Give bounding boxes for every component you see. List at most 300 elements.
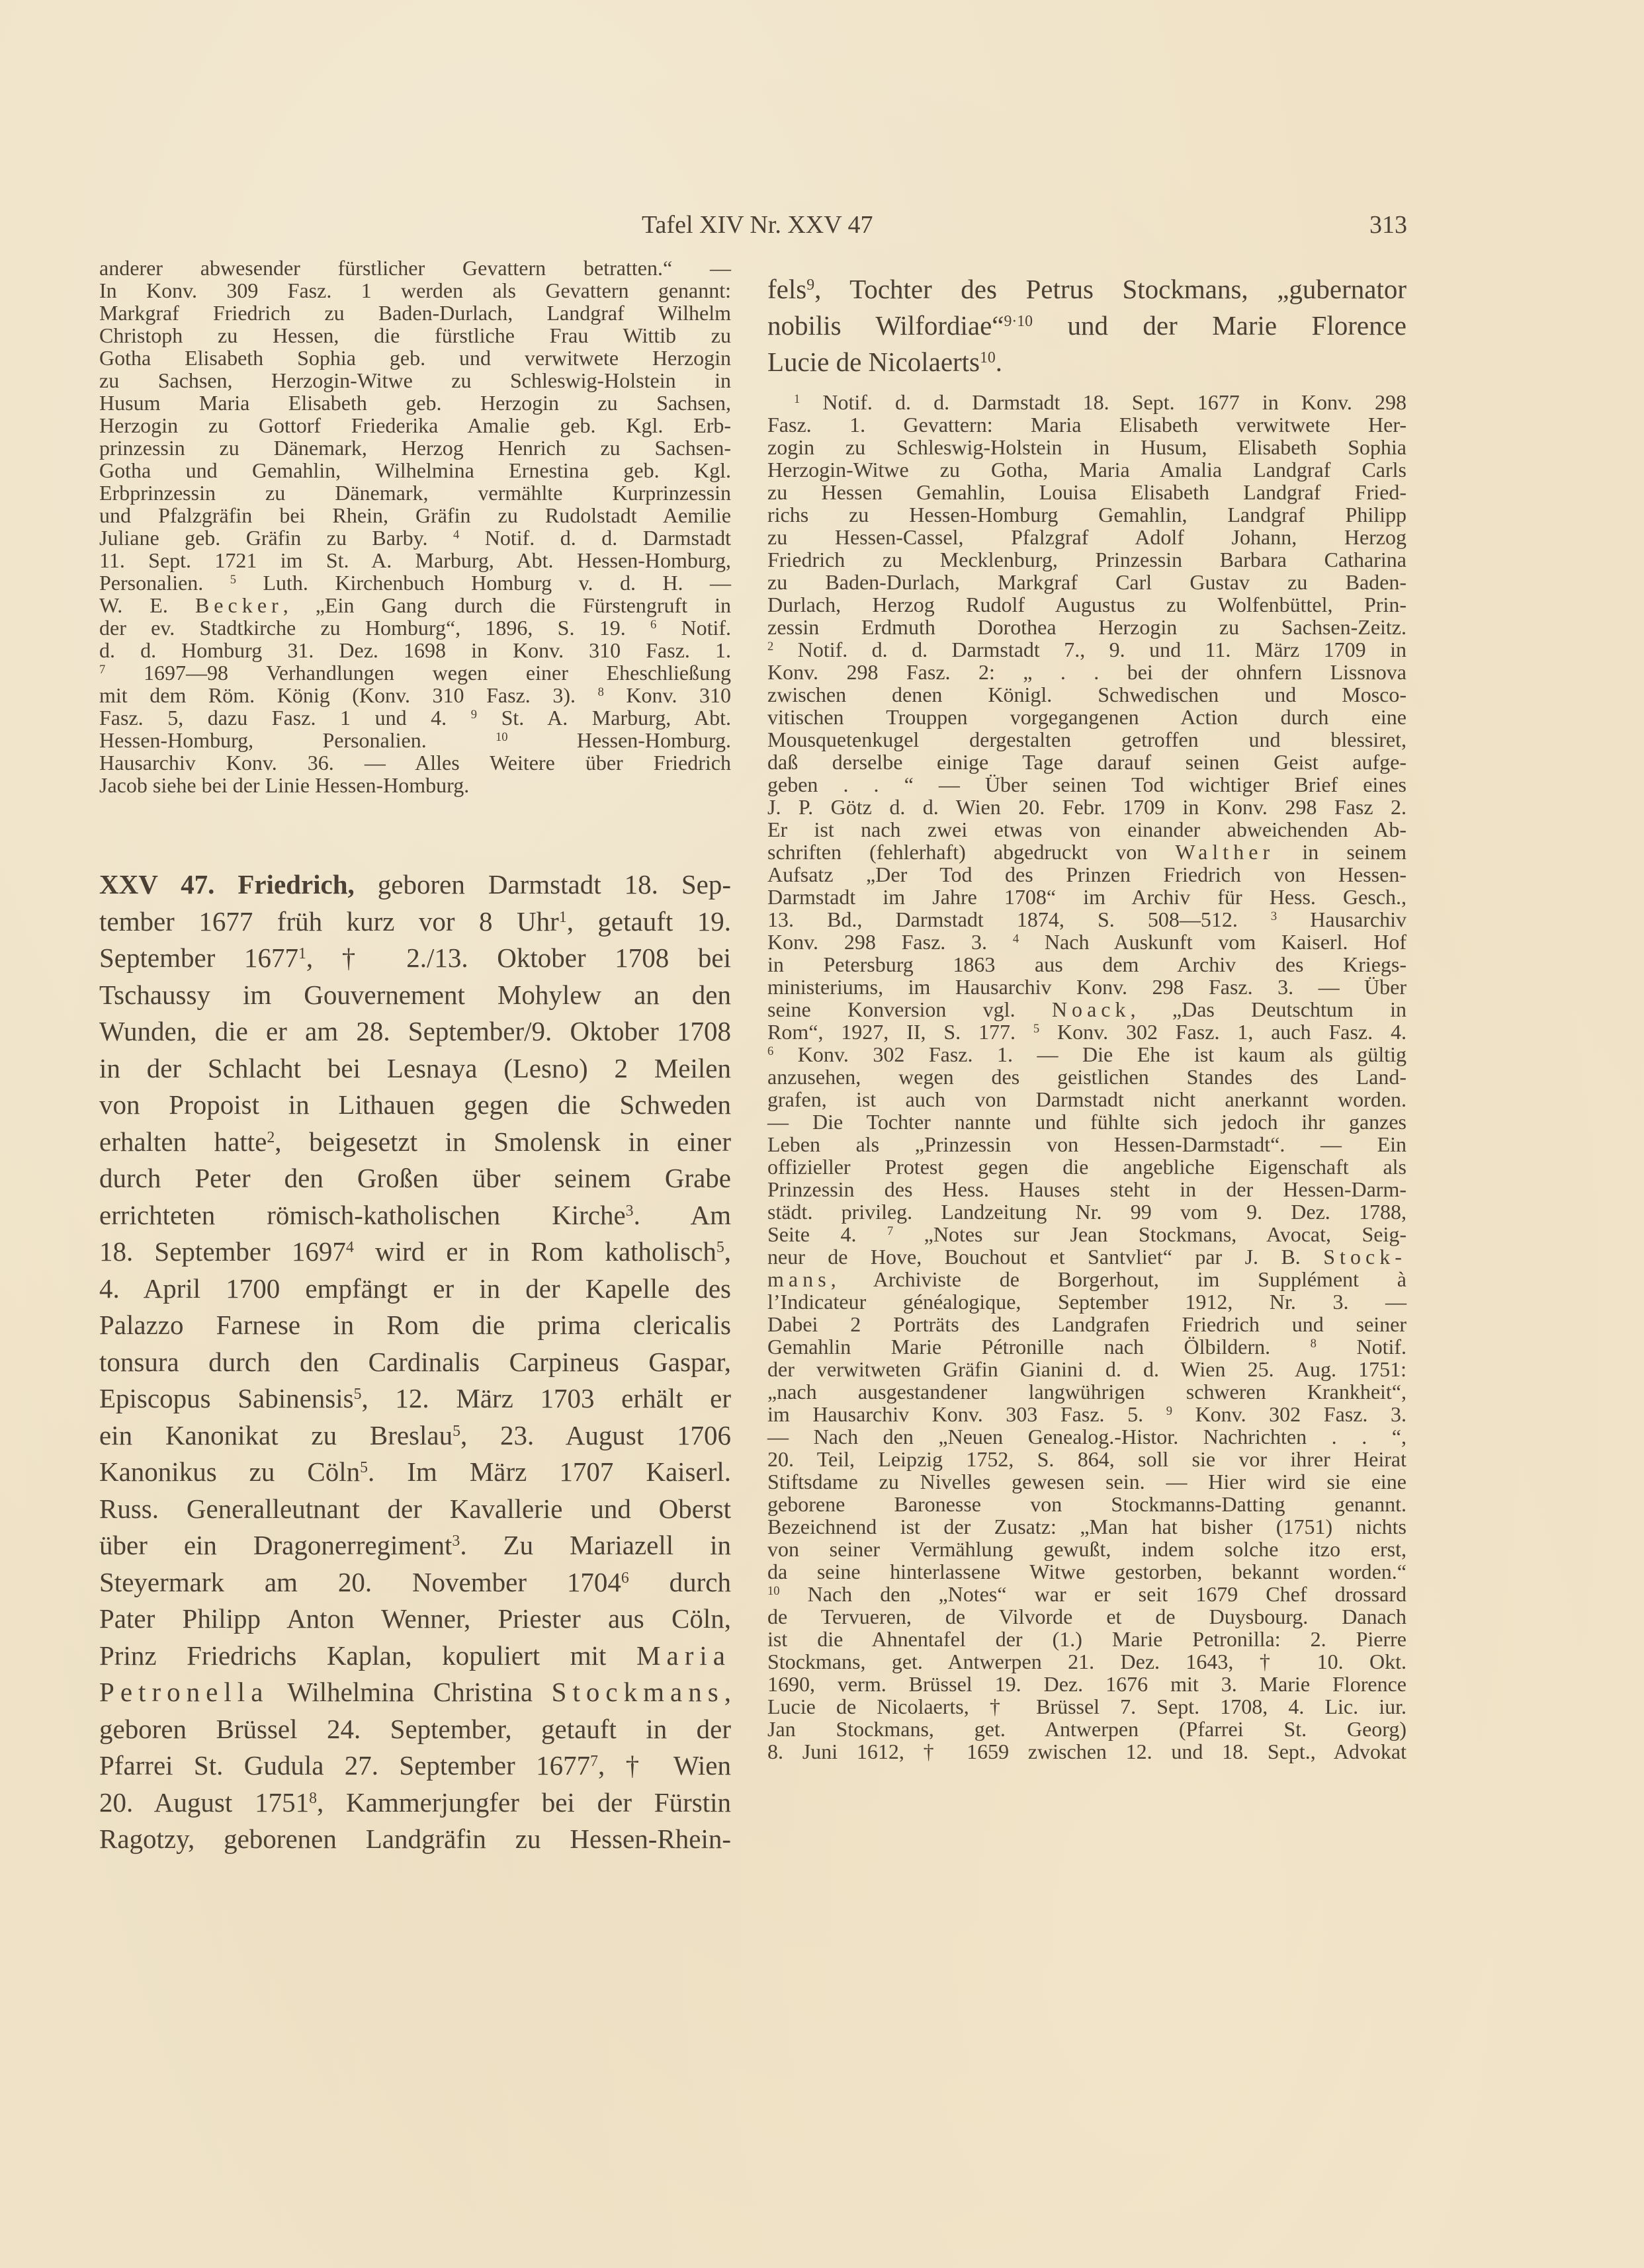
text: , Tochter des Petrus Stockmans, „gubernator <box>814 274 1406 304</box>
text-line <box>99 549 731 571</box>
text: Notif. d. d. Darmstadt 7., 9. und 11. März 1709 in <box>773 638 1406 661</box>
text-line <box>767 1380 1406 1403</box>
text-line <box>767 796 1406 818</box>
text: offizieller Protest gegen die angebliche Eigenschaft als <box>767 1155 1406 1179</box>
text-line <box>767 706 1406 728</box>
text: Rom“, 1927, II, S. 177. <box>767 1020 1033 1044</box>
footnote-marker: 6 <box>650 617 657 632</box>
text: , Kammerjungfer bei der Fürstin <box>316 1786 731 1818</box>
footnote-marker: 10 <box>496 730 508 744</box>
text-line <box>99 940 731 977</box>
footnote-marker: 5 <box>716 1238 724 1256</box>
text-line <box>99 1491 731 1528</box>
text: , „Ein Gang durch die Fürstengruft in <box>282 593 732 617</box>
text: Nach Auskunft vom Kaiserl. Hof <box>1019 930 1407 954</box>
spaced-name: Stock- <box>1323 1245 1406 1269</box>
text: Wilhelmina Christina <box>269 1677 552 1707</box>
text: anzusehen, wegen des geistlichen Standes des Land- <box>767 1065 1406 1089</box>
text: Luth. Kirchenbuch Homburg v. d. H. — <box>236 571 732 595</box>
text: mit dem Röm. König (Konv. 310 Fasz. 3). <box>99 683 598 707</box>
text: Hessen-Homburg. <box>507 728 731 752</box>
text-line <box>99 347 731 369</box>
text: 1697—98 Verhandlungen wegen einer Eheschließung <box>105 661 731 685</box>
footnote-marker: 5 <box>1033 1021 1040 1036</box>
footnote-marker: 9 <box>470 707 478 722</box>
text: , <box>724 1236 731 1267</box>
text: l’Indicateur généalogique, September 1912, Nr. 3. — <box>767 1290 1406 1314</box>
text: St. A. Marburg, Abt. <box>477 706 732 730</box>
text: anderer abwesender fürstlicher Gevattern betratten.“ — <box>99 256 731 280</box>
footnote-marker: 5 <box>353 1385 362 1403</box>
text: Lucie de Nicolaerts, † Brüssel 7. Sept. 1708, 4. Lic. iur. <box>767 1695 1406 1718</box>
text: Bezeichnend ist der Zusatz: „Man hat bisher (1751) nichts <box>767 1515 1406 1538</box>
text-line <box>99 661 731 684</box>
text: daß derselbe einige Tage darauf seinen Geist aufge- <box>767 750 1406 774</box>
text: Seite 4. <box>767 1222 887 1246</box>
text-line <box>99 594 731 616</box>
text: neur de Hove, Bouchout et Santvliet“ par J. B. <box>767 1245 1324 1269</box>
text: Hausarchiv <box>1277 907 1407 931</box>
text: Markgraf Friedrich zu Baden-Durlach, Landgraf Wilhelm <box>99 301 731 325</box>
text-line <box>767 1021 1406 1043</box>
text: Konv. 298 Fasz. 3. <box>767 930 1013 954</box>
text-line <box>767 1673 1406 1695</box>
text-line <box>767 1043 1406 1066</box>
text-line <box>767 271 1406 308</box>
spaced-name: Petronella <box>99 1677 269 1707</box>
text: Prinz Friedrichs Kaplan, kopuliert mit <box>99 1640 636 1671</box>
text: Fasz. 5, dazu Fasz. 1 und 4. <box>99 706 471 730</box>
text: Fasz. 1. Gevattern: Maria Elisabeth verwitwete Her- <box>767 413 1406 437</box>
entry-xxv-47-friedrich <box>99 866 731 1858</box>
footnote-marker: 7 <box>887 1224 894 1238</box>
text-line <box>767 1133 1406 1155</box>
text: durch <box>628 1566 731 1597</box>
text: wird er in Rom katholisch <box>353 1236 716 1267</box>
text: ministeriums, im Hausarchiv Konv. 298 Fasz. 3. — Über <box>767 975 1406 999</box>
text: Jan Stockmans, get. Antwerpen (Pfarrei St. Georg) <box>767 1717 1406 1741</box>
text-line <box>767 616 1406 638</box>
text: . Am <box>633 1199 731 1230</box>
text-line <box>99 1380 731 1417</box>
footnote-marker: 1 <box>298 945 306 962</box>
text-line <box>767 548 1406 571</box>
text: durch Peter den Großen über seinem Grabe <box>99 1163 731 1193</box>
text-line <box>767 1403 1406 1425</box>
text: zwischen denen Königl. Schwedischen und Mosco- <box>767 683 1406 706</box>
text: September 1677 <box>99 943 298 973</box>
text-line <box>99 1564 731 1601</box>
text: Ragotzy, geborenen Landgräfin zu Hessen-Rhein- <box>99 1824 731 1854</box>
text-line <box>99 1050 731 1087</box>
running-head: Tafel XIV Nr. XXV 47 <box>642 211 873 239</box>
text: Stiftsdame zu Nivelles gewesen sein. — Hier wird sie eine <box>767 1470 1406 1493</box>
footnote-marker: 8 <box>1310 1336 1317 1351</box>
footnote-marker: 7 <box>590 1752 598 1770</box>
spaced-name: Noack <box>1051 997 1131 1021</box>
text: Herzogin zu Gottorf Friederika Amalie geb. Kgl. Erb- <box>99 413 731 437</box>
text: In Konv. 309 Fasz. 1 werden als Gevattern genannt: <box>99 278 731 302</box>
text-line <box>767 571 1406 593</box>
text-line <box>99 1785 731 1822</box>
text-line <box>99 616 731 639</box>
text: Palazzo Farnese in Rom die prima clericalis <box>99 1310 731 1340</box>
text: d. d. Homburg 31. Dez. 1698 in Konv. 310 Fasz. 1. <box>99 638 731 662</box>
text: , Archiviste de Borgerhout, im Supplément à <box>830 1267 1406 1291</box>
text-line <box>99 1344 731 1381</box>
text-line <box>99 1821 731 1858</box>
footnote-marker: 1 <box>794 392 800 406</box>
text-line <box>767 1335 1406 1358</box>
text-line <box>767 1313 1406 1335</box>
text-line <box>767 1740 1406 1763</box>
text-line <box>99 774 731 796</box>
text-line <box>99 1271 731 1308</box>
text: , <box>724 1677 731 1707</box>
text-line <box>767 751 1406 773</box>
text-line <box>767 863 1406 886</box>
text: ein Kanonikat zu Breslau <box>99 1419 453 1450</box>
text-line <box>767 1583 1406 1605</box>
footnote-marker: 6 <box>621 1569 629 1587</box>
text-line <box>99 324 731 347</box>
text: Personalien. <box>99 571 230 595</box>
text: Leben als „Prinzessin von Hessen-Darmstadt“. — Ein <box>767 1132 1406 1156</box>
text: prinzessin zu Dänemark, Herzog Henrich zu Sachsen- <box>99 436 731 460</box>
text: von Propoist in Lithauen gegen die Schweden <box>99 1089 731 1120</box>
text: tember 1677 früh kurz vor 8 Uhr <box>99 905 559 937</box>
footnote-marker: 10 <box>767 1583 780 1598</box>
text: und der Marie Florence <box>1033 310 1406 341</box>
text: Wunden, die er am 28. September/9. Oktober 1708 <box>99 1016 731 1046</box>
text: Notif. d. d. Darmstadt 18. Sept. 1677 in Konv. 298 <box>800 390 1406 414</box>
text-line <box>767 1493 1406 1515</box>
text-line <box>99 459 731 482</box>
spaced-name: Stockmans <box>551 1677 724 1707</box>
text-line <box>99 866 731 903</box>
text: Notif. d. d. Darmstadt <box>459 526 732 550</box>
entry-heading: XXV 47. Friedrich, <box>99 869 355 900</box>
text-line <box>767 1155 1406 1178</box>
text: J. P. Götz d. d. Wien 20. Febr. 1709 in Konv. 298 Fasz 2. <box>767 795 1406 819</box>
footnote-marker: 7 <box>99 662 106 677</box>
text: Lucie de Nicolaerts <box>767 347 980 377</box>
text-line <box>99 706 731 729</box>
text-line <box>767 953 1406 976</box>
text: im Hausarchiv Konv. 303 Fasz. 5. <box>767 1402 1166 1426</box>
text-line <box>767 1695 1406 1718</box>
text: . <box>995 347 1003 377</box>
text: 8. Juni 1612, † 1659 zwischen 12. und 18. Sept., Advokat <box>767 1740 1406 1763</box>
text: — Nach den „Neuen Genealog.-Histor. Nachrichten . . “, <box>767 1425 1406 1449</box>
text-line <box>99 369 731 392</box>
text-line <box>99 1197 731 1234</box>
footnote-marker: 3 <box>1270 909 1277 923</box>
text-line <box>767 308 1406 344</box>
spaced-name: mans <box>767 1267 831 1291</box>
page-number: 313 <box>1369 211 1407 239</box>
text-line <box>99 751 731 774</box>
text-line <box>767 1605 1406 1628</box>
footnote-marker: 3 <box>452 1532 460 1550</box>
text-line <box>99 1527 731 1564</box>
footnote-marker: 3 <box>625 1202 634 1220</box>
text: Stockmans, get. Antwerpen 21. Dez. 1643, † 10. Okt. <box>767 1650 1406 1673</box>
text: , † 2./13. Oktober 1708 bei <box>306 943 731 973</box>
text: de Tervueren, de Vilvorde et de Duysbourg. Danach <box>767 1605 1406 1628</box>
text: Erbprinzessin zu Dänemark, vermählte Kurprinzessin <box>99 481 731 505</box>
text-line <box>767 1178 1406 1200</box>
text: seine Konversion vgl. <box>767 997 1052 1021</box>
text-line <box>99 437 731 459</box>
text: Steyermark am 20. November 1704 <box>99 1566 621 1597</box>
text: „nach ausgestandener langwührigen schweren Krankheit“, <box>767 1380 1406 1404</box>
spaced-name: Maria <box>636 1640 731 1671</box>
text-line <box>767 458 1406 481</box>
text-line <box>767 1718 1406 1740</box>
text: Prinzessin des Hess. Hauses steht in der Hessen-Darm- <box>767 1177 1406 1201</box>
text: Notif. <box>1316 1335 1407 1359</box>
text-line <box>767 818 1406 841</box>
text-line <box>99 571 731 594</box>
footnote-marker: 9·10 <box>1004 312 1033 330</box>
text: Konv. 298 Fasz. 2: „ . . bei der ohnfern Lissnova <box>767 660 1406 684</box>
text-line <box>767 1560 1406 1583</box>
text: und Pfalzgräfin bei Rhein, Gräfin zu Rudolstadt Aemilie <box>99 503 731 527</box>
text: Konv. 302 Fasz. 1. — Die Ehe ist kaum als gültig <box>773 1042 1406 1066</box>
footnote-marker: 9 <box>806 276 815 294</box>
footnote-marker: 8 <box>597 685 604 699</box>
text-line <box>767 593 1406 616</box>
text: fels <box>767 274 807 304</box>
text-line <box>767 931 1406 953</box>
entry-continuation <box>767 271 1406 380</box>
text-line <box>767 661 1406 683</box>
text: Herzogin-Witwe zu Gotha, Maria Amalia Landgraf Carls <box>767 458 1406 482</box>
text: , 23. August 1706 <box>460 1419 731 1450</box>
text-line <box>767 1066 1406 1088</box>
footnote-marker: 6 <box>767 1044 774 1058</box>
text: Jacob siehe bei der Linie Hessen-Homburg. <box>99 773 470 797</box>
text-line <box>767 526 1406 548</box>
text: Juliane geb. Gräfin zu Barby. <box>99 526 454 550</box>
text: vitischen Trouppen vorgegangenen Action durch eine <box>767 705 1406 729</box>
text-line <box>767 1358 1406 1380</box>
footnote-marker: 5 <box>453 1422 460 1440</box>
text-line <box>767 1245 1406 1268</box>
text: Gotha Elisabeth Sophia geb. und verwitwete Herzogin <box>99 346 731 370</box>
text: zu Baden-Durlach, Markgraf Carl Gustav zu Baden- <box>767 570 1406 594</box>
text-line <box>99 1638 731 1675</box>
text-line <box>99 1601 731 1638</box>
text-line <box>99 1454 731 1491</box>
text-line <box>99 526 731 549</box>
text: nobilis Wilfordiae“ <box>767 310 1004 341</box>
text: Aufsatz „Der Tod des Prinzen Friedrich von Hessen- <box>767 862 1406 886</box>
text: grafen, ist auch von Darmstadt nicht anerkannt worden. <box>767 1087 1406 1111</box>
text-line <box>99 302 731 324</box>
text-line <box>99 729 731 751</box>
text: in der Schlacht bei Lesnaya (Lesno) 2 Meilen <box>99 1052 731 1083</box>
text-line <box>767 1470 1406 1493</box>
text: der verwitweten Gräfin Gianini d. d. Wien 25. Aug. 1751: <box>767 1357 1406 1381</box>
text-line <box>767 1538 1406 1560</box>
footnote-marker: 5 <box>230 572 237 587</box>
text-line <box>767 841 1406 863</box>
text: Pfarrei St. Gudula 27. September 1677 <box>99 1750 591 1781</box>
text-line <box>99 977 731 1014</box>
text-line <box>767 344 1406 380</box>
text: Hessen-Homburg, Personalien. <box>99 728 496 752</box>
text: über ein Dragonerregiment <box>99 1530 453 1560</box>
text: errichteten römisch-katholischen Kirche <box>99 1199 626 1230</box>
footnote-marker: 4 <box>453 527 460 542</box>
footnote-marker: 4 <box>1012 931 1019 946</box>
text: zogin zu Schleswig-Holstein in Husum, Elisabeth Sophia <box>767 435 1406 459</box>
text: Husum Maria Elisabeth geb. Herzogin zu Sachsen, <box>99 391 731 415</box>
footnote-marker: 10 <box>980 349 996 366</box>
text: . Zu Mariazell in <box>460 1530 731 1560</box>
text: W. E. <box>99 593 195 617</box>
footnote-marker: 9 <box>1166 1404 1172 1418</box>
footnote-marker: 8 <box>309 1789 317 1807</box>
text: Gotha und Gemahlin, Wilhelmina Ernestina geb. Kgl. <box>99 458 731 482</box>
text: in Petersburg 1863 aus dem Archiv des Kriegs- <box>767 952 1406 976</box>
text: da seine hinterlassene Witwe gestorben, bekannt worden.“ <box>767 1560 1406 1583</box>
left-footnotes-continued <box>99 257 731 796</box>
text: tonsura durch den Cardinalis Carpineus Gaspar, <box>99 1346 731 1377</box>
text-line <box>767 1200 1406 1223</box>
text-line <box>767 728 1406 751</box>
footnote-marker: 5 <box>360 1458 368 1476</box>
text: zessin Erdmuth Dorothea Herzogin zu Sachsen-Zeitz. <box>767 615 1406 639</box>
text-line <box>767 1268 1406 1290</box>
text: Notif. <box>656 616 732 640</box>
text: Friedrich zu Mecklenburg, Prinzessin Barbara Catharina <box>767 548 1406 571</box>
text-line <box>99 257 731 279</box>
text: von seiner Vermählung gewußt, indem solche itzo erst, <box>767 1537 1406 1561</box>
text-line <box>99 504 731 526</box>
text-line <box>767 481 1406 503</box>
text: in seinem <box>1274 840 1407 864</box>
text-line <box>99 1124 731 1161</box>
text: Durlach, Herzog Rudolf Augustus zu Wolfenbüttel, Prin- <box>767 593 1406 616</box>
text-line <box>99 1711 731 1748</box>
text: Pater Philipp Anton Wenner, Priester aus Cöln, <box>99 1603 731 1634</box>
text: Episcopus Sabinensis <box>99 1383 354 1413</box>
text: 1690, verm. Brüssel 19. Dez. 1676 mit 3. Marie Florence <box>767 1672 1406 1696</box>
footnote-marker: 1 <box>558 908 567 926</box>
text: Nach den „Notes“ war er seit 1679 Chef drossard <box>779 1582 1406 1606</box>
text-line <box>767 1515 1406 1538</box>
page-header <box>0 210 1644 243</box>
text: Konv. 302 Fasz. 3. <box>1172 1402 1407 1426</box>
text: geboren Darmstadt 18. Sep- <box>354 869 731 900</box>
text: Dabei 2 Porträts des Landgrafen Friedrich und seiner <box>767 1312 1406 1336</box>
text: — Die Tochter nannte und fühlte sich jedoch ihr ganzes <box>767 1110 1406 1134</box>
text-line <box>99 903 731 941</box>
text-line <box>767 1111 1406 1133</box>
text: zu Sachsen, Herzogin-Witwe zu Schleswig-Holstein in <box>99 368 731 392</box>
text: zu Hessen-Cassel, Pfalzgraf Adolf Johann, Herzog <box>767 525 1406 549</box>
text-line <box>767 886 1406 908</box>
text: schriften (fehlerhaft) abgedruckt von <box>767 840 1176 864</box>
text-line <box>767 436 1406 458</box>
text-line <box>767 976 1406 998</box>
text-line <box>767 503 1406 526</box>
text-line <box>767 1448 1406 1470</box>
text-line <box>99 1234 731 1271</box>
text: , getauft 19. <box>566 905 731 937</box>
text: 13. Bd., Darmstadt 1874, S. 508—512. <box>767 907 1271 931</box>
text: städt. privileg. Landzeitung Nr. 99 vom 9. Dez. 1788, <box>767 1200 1406 1224</box>
text-line <box>767 1425 1406 1448</box>
text-line <box>99 1013 731 1050</box>
footnotes <box>767 391 1406 1763</box>
spaced-name: Walther <box>1175 840 1275 864</box>
text-line <box>99 639 731 661</box>
text: Gemahlin Marie Pétronille nach Ölbildern. <box>767 1335 1311 1359</box>
text-line <box>99 684 731 706</box>
text-line <box>767 413 1406 436</box>
text-line <box>767 683 1406 706</box>
text: , beigesetzt in Smolensk in einer <box>275 1126 731 1157</box>
text: der ev. Stadtkirche zu Homburg“, 1896, S. 19. <box>99 616 650 640</box>
text: geboren Brüssel 24. September, getauft in der <box>99 1713 731 1744</box>
footnote-marker: 4 <box>345 1238 354 1256</box>
text: geben . . “ — Über seinen Tod wichtiger Brief eines <box>767 773 1406 796</box>
text-line <box>767 1088 1406 1111</box>
text-line <box>99 1747 731 1785</box>
text-line <box>99 1674 731 1711</box>
text: Er ist nach zwei etwas von einander abweichenden Ab- <box>767 818 1406 841</box>
text-line <box>767 998 1406 1021</box>
text-line <box>767 1628 1406 1650</box>
text-line <box>767 773 1406 796</box>
text-line <box>767 638 1406 661</box>
text: richs zu Hessen-Homburg Gemahlin, Landgraf Philipp <box>767 503 1406 526</box>
text: Tschaussy im Gouvernement Mohylew an den <box>99 979 731 1010</box>
text: erhalten hatte <box>99 1126 267 1157</box>
text-line <box>99 414 731 437</box>
text-line <box>99 1307 731 1344</box>
text: „Notes sur Jean Stockmans, Avocat, Seig- <box>893 1222 1407 1246</box>
text: . Im März 1707 Kaiserl. <box>368 1456 732 1487</box>
text: Russ. Generalleutnant der Kavallerie und Oberst <box>99 1493 731 1524</box>
text: Konv. 302 Fasz. 1, auch Fasz. 4. <box>1039 1020 1407 1044</box>
text-line <box>99 279 731 302</box>
text: Christoph zu Hessen, die fürstliche Frau Wittib zu <box>99 323 731 347</box>
text: 20. August 1751 <box>99 1786 310 1818</box>
text: , „Das Deutschtum in <box>1130 997 1407 1021</box>
text: ist die Ahnentafel der (1.) Marie Petronilla: 2. Pierre <box>767 1627 1406 1651</box>
text: 18. September 1697 <box>99 1236 346 1267</box>
text: , † Wien <box>598 1750 731 1781</box>
footnote-marker: 2 <box>267 1128 275 1146</box>
text: geborene Baronesse von Stockmanns-Datting genannt. <box>767 1492 1406 1516</box>
text-line <box>767 908 1406 931</box>
text: Kanonikus zu Cöln <box>99 1456 361 1487</box>
text: Mousquetenkugel dergestalten getroffen und blessiret, <box>767 728 1406 751</box>
text-line <box>99 1417 731 1454</box>
text-line <box>99 392 731 414</box>
footnote-marker: 2 <box>767 639 774 653</box>
text: Hausarchiv Konv. 36. — Alles Weitere über Friedrich <box>99 751 731 775</box>
text: , 12. März 1703 erhält er <box>361 1383 732 1413</box>
text: Konv. 310 <box>603 683 732 707</box>
text-line <box>767 1223 1406 1245</box>
text: zu Hessen Gemahlin, Louisa Elisabeth Landgraf Fried- <box>767 480 1406 504</box>
